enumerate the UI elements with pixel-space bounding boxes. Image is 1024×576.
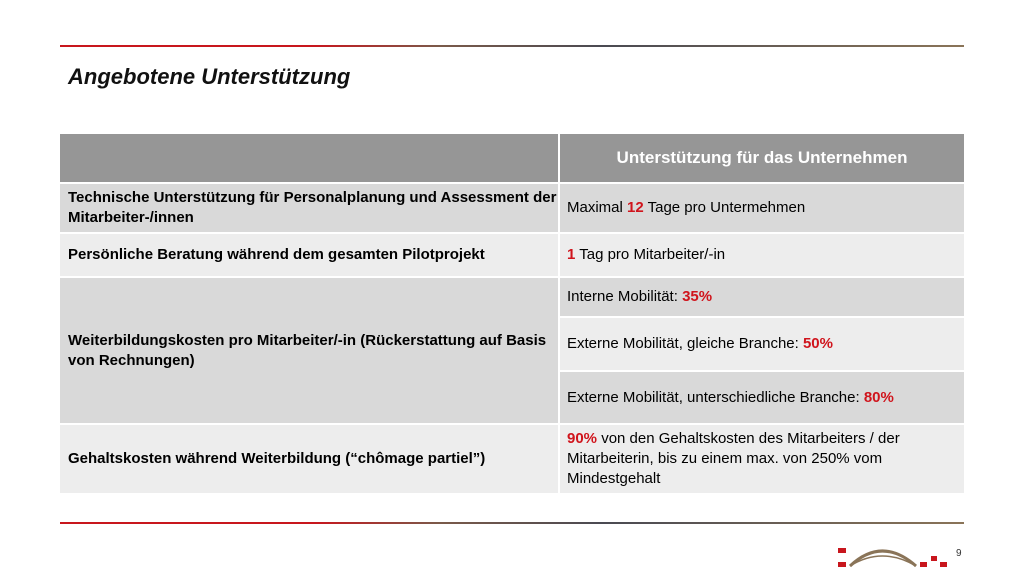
value-text: Interne Mobilität: xyxy=(567,288,683,305)
row-value-internal-mobility xyxy=(560,278,964,316)
row-value-external-same-branch xyxy=(560,318,964,370)
slide-title: Angebotene Unterstützung xyxy=(68,64,351,89)
highlight-value: 12 xyxy=(627,199,644,216)
table-header-empty xyxy=(60,134,558,182)
highlight-value: 80% xyxy=(863,388,894,406)
page-number: 9 xyxy=(956,548,962,559)
value-text: von den Gehaltskosten des Mitarbeiters / der Mitarbeiterin, bis zu einem max. von 250% vom Mindestgehalt xyxy=(567,430,900,487)
row-label-personal-consulting: Persönliche Beratung während dem gesamten Pilotprojekt xyxy=(60,234,558,276)
value-text: Maximal xyxy=(567,199,628,216)
row-value-technical-support xyxy=(560,184,964,232)
row-label-technical-support: Technische Unterstützung für Personalplanung und Assessment der Mitarbeiter-/innen xyxy=(60,184,558,232)
bottom-divider xyxy=(60,522,964,524)
value-text: Tage pro Untermehmen xyxy=(643,199,806,216)
table-header-support: Unterstützung für das Unternehmen xyxy=(560,134,964,182)
value-text: Externe Mobilität, unterschiedliche Branche: xyxy=(567,388,864,406)
bridge-logo-icon xyxy=(836,540,951,570)
row-label-salary-costs: Gehaltskosten während Weiterbildung (“chômage partiel”) xyxy=(60,425,558,493)
row-value-salary-costs xyxy=(560,425,964,493)
value-text: Tag pro Mitarbeiter/-in xyxy=(575,246,726,263)
highlight-value: 90% xyxy=(567,430,598,447)
row-value-personal-consulting xyxy=(560,234,964,276)
row-value-external-different-branch xyxy=(560,372,964,423)
row-label-training-costs: Weiterbildungskosten pro Mitarbeiter/-in (Rückerstattung auf Basis von Rechnungen) xyxy=(60,278,558,423)
top-divider xyxy=(60,45,964,47)
highlight-value: 50% xyxy=(802,335,833,352)
highlight-value: 35% xyxy=(682,288,713,305)
highlight-value: 1 xyxy=(567,246,576,263)
value-text: Externe Mobilität, gleiche Branche: xyxy=(567,335,803,352)
